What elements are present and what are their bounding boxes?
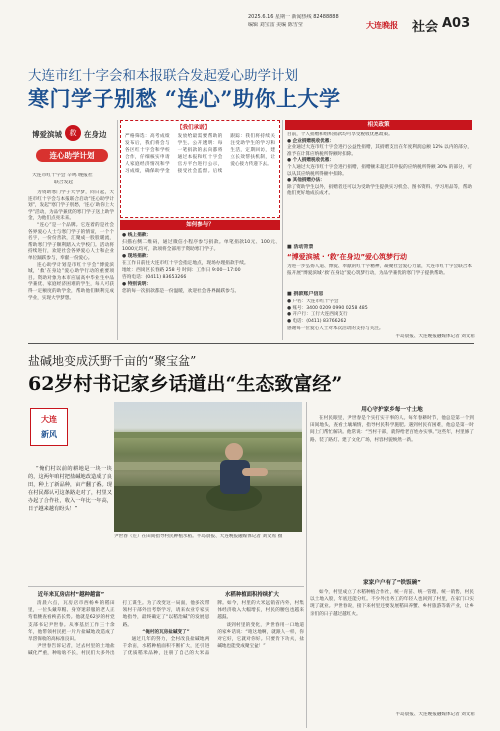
- emblem-text-left: 博爱滨城: [32, 130, 62, 139]
- policy-title-bar: [285, 120, 472, 130]
- howto-item-2: 扫描右侧二维码，通过微信小程序参与捐款。单笔捐款10元、100元、1000元均可，款项将全部用于资助寒门学子。: [122, 240, 280, 252]
- policy-body: [287, 132, 472, 240]
- story2-body-1: 清晨六点，瓦房店市西杨乡的稻田里，一位头戴草帽、身穿迷彩服的老人正弯着腰查看秧苗长势。他就是62岁的村党支部书记尹世春。从事基层工作三十余年，他带领村民把一片片盐碱地改造成了旱涝保收的高标准良田。: [28, 601, 115, 643]
- side-head-1: 用心守护家乡每一寸土地: [361, 407, 423, 413]
- photo-scene: [114, 402, 302, 532]
- story2-body-2: 尹世春告诉记者，过去村里的土地盐碱化严重，种啥啥不长，村民们大多外出打工谋生。为了改变这一局面，他多次带领村干部外出考察学习，请来农业专家实地指导，最终确定了“以稻治碱”的发展思路。: [28, 601, 210, 657]
- newspaper-logo: 大连晚报: [366, 20, 398, 30]
- story1-kicker: 大连市红十字会和本报联合发起爱心助学计划: [28, 68, 298, 84]
- howto-title: 如何参与？: [186, 222, 214, 228]
- story1-byline1: 大连市红十字会 辛鸣 晚报社: [32, 173, 93, 178]
- story2-body-3: 通过几年的努力，全村改良盐碱地两千余亩，水稻种植面积不断扩大，还引进了优质稻米品种，注册了自己的大米品牌。如今，村里的大米远销省内外，村集体经济收入大幅增长，村民的腰包也越来越鼓。: [122, 601, 304, 657]
- story2-signature: 半岛晨报、大连晚报融媒体记者 刘文希: [395, 712, 475, 717]
- announcement-headline: “博爱滨城 · ‘救’在身边”爱心筑梦行动: [287, 253, 408, 261]
- field-photo: [114, 402, 302, 532]
- howto-item-5: 地址：西岗区长春路 258 号 时间：工作日 9:00－17:00: [122, 268, 241, 273]
- story1-body: [28, 190, 114, 338]
- story2-sub3: “俺村的瓦房盐碱变了”: [142, 629, 190, 635]
- emblem-banner: [36, 149, 108, 162]
- side-body-1: 在村民眼里，尹世春是个实打实干事的人。每年春耕时节，他总是第一个到田间地头，查看土壤墒情，指导村民科学施肥。遇到村民有困难，他总是第一时间上门帮忙解决。他常说：“当村干部，就得给老百姓办实事。”这些年，村里修了路、装了路灯、建了文化广场，村容村貌焕然一新。: [310, 416, 474, 443]
- howto-title-bar: [120, 220, 280, 230]
- policy-title: 相关政策: [367, 122, 390, 128]
- story1-signature: 半岛晨报、大连晚报融媒体记者 刘文希: [395, 334, 475, 339]
- story1-byline2: 联合发起: [54, 180, 74, 185]
- sub-head-2: 水稻种植面积持续扩大: [225, 592, 279, 598]
- editor-line: 编辑 刘宝雷 美编 陈雪莹: [248, 22, 303, 28]
- policy-t1: 企业通过大连市红十字会进行公益性捐赠，其捐赠支出在年度利润总额 12% 以内的部分，准予在计算应纳税所得额时扣除。: [287, 145, 472, 157]
- story2-headline: 62岁村书记家乡话道出“生态致富经”: [28, 373, 343, 395]
- side-head-2: 家家户户有了“铁饭碗”: [363, 580, 421, 586]
- section-name: 社会: [412, 20, 439, 35]
- howto-list: [122, 232, 280, 338]
- account-row-4: ● 电话：(0411) 83766262: [287, 318, 347, 324]
- policy-t2: 个人通过大连市红十字会进行捐赠，捐赠额未超过其申报的应纳税所得额 30% 的部分，可以从其应纳税所得额中扣除。: [287, 164, 472, 177]
- emblem-mid-char: 救: [69, 129, 77, 137]
- policy-b2: ● 个人捐赠税收优惠：: [287, 158, 334, 164]
- story1-headline: 寒门学子别愁 “连心”助你上大学: [28, 86, 341, 111]
- emblem-text-right: 在身边: [84, 130, 107, 139]
- red-cross-icon: [65, 125, 81, 141]
- story2-body: [28, 600, 304, 726]
- column-logo-top: 大连: [41, 415, 57, 424]
- policy-t3: 除了资助学生以外，捐赠者还可以为受助学生提供实习机会、图书资料、学习用品等，帮助他们更好地成长成才。: [287, 184, 472, 197]
- column-logo-bottom: 新风: [41, 430, 57, 439]
- account-row-2: ● 账号：3400 0209 0990 0258 485: [287, 305, 368, 311]
- photo-caption: 尹世春（左）在田间指导村民种植水稻。半岛晨报、大连晚报融媒体记者 刘文希 摄: [114, 534, 283, 539]
- howto-item-7: ● 特别说明：: [122, 282, 152, 287]
- story1-para3: 连心助学计划是市红十字会“博爱滨城，‘救’在身边”爱心助学行动的重要项目。资助对象为本市应届高中毕业生中品学兼优、家庭经济困难的学生，每人可获得一定额度的助学金，帮助他们顺利完成学业，实现大学梦想。: [28, 262, 114, 301]
- story1-emblem: [28, 121, 114, 169]
- announcement-label: ■ 活动背景: [287, 244, 314, 250]
- page-number: A03: [442, 16, 471, 31]
- account-row-1: ● 户名：大连市红十字会: [287, 299, 339, 304]
- story2-quote: “俺们村以前的耕地是一块一块的，这两年咱村把盐碱地改造成了良田，种上了新品种，亩产翻了番。现在村民都认可这条路走对了，村里又办起了合作社，收入一年比一年高，日子越来越有盼头！”: [28, 466, 112, 512]
- sub-head-1: 近年来瓦房店村“越种越富”: [37, 592, 105, 598]
- account-tail: 感谢每一位爱心人士对本次活动的支持与关注。: [287, 326, 384, 331]
- promise-body: 严格筛选：高考成绩发布后，我们将会与各区红十字会和学校合作，仔细核实申请人家庭经济情况和学习成绩，确保助学金发放给最需要帮助的学生。公开透明：每一笔捐款的去向都将通过本报和红十字会官方平台进行公示，接受社会监督。后续跟踪：我们将持续关注受助学生的学习和生活，定期回访，建立长效帮扶机制，让爱心接力传递下去。: [125, 134, 275, 174]
- page-header: [0, 0, 500, 44]
- policy-b3: ● 其他捐赠办法：: [287, 178, 325, 184]
- announcement-body: 为进一步弘扬人道、博爱、奉献的红十字精神，凝聚社会爱心力量，大连市红十字会联合本报开展“博爱滨城·‘救’在身边”爱心筑梦行动，为品学兼优的寒门学子提供帮助。: [287, 264, 472, 276]
- story2-kicker: 盐碱地变成沃野千亩的“聚宝盆”: [28, 354, 197, 368]
- promise-box: [120, 120, 280, 218]
- howto-item-6: 咨询电话：(0411) 83653266: [122, 275, 187, 280]
- side-body-2: 如今，村里成立了水稻种植合作社，统一育苗、统一管理、统一销售，村民以土地入股，年底还能分红。不少外出务工的年轻人也回到了村里，在家门口实现了就业。尹世春说，接下来村里还要发展稻田养蟹、乡村旅游等新产业，让乡亲们的日子越过越红火。: [310, 590, 474, 617]
- story1-para2: “连心”是一个品牌。它连着的是社会各界爱心人士与寒门学子的情谊，一个个名字，一份份善款，汇聚成一股股暖流，帮助寒门学子顺利踏入大学校门。活动将持续进行，欢迎社会各界爱心人士和企业单位踊跃参与，奉献一份爱心。: [28, 222, 114, 261]
- emblem-banner-text: 连心助学计划: [49, 151, 95, 160]
- howto-item-4: 在工作日前往大连市红十字会指定地点，现场办理捐款手续。: [122, 261, 249, 266]
- policy-intro: 目前，个人捐赠和组织捐款均可享受税收优惠政策。: [287, 132, 393, 137]
- account-row-3: ● 开户行：工行大连西岗支行: [287, 312, 348, 318]
- howto-item-8: 您的每一次捐款都是一份温暖，欢迎社会各界踊跃参与。: [122, 289, 240, 294]
- howto-item-3: ● 现场捐款：: [122, 254, 152, 259]
- story2-body-4: 谈到村里的变化，尹世春用一口地道的家乡话说：“咱这地啊，就跟人一样，你对它好，它就对你好。只要肯下功夫，盐碱地也能变成聚宝盆！”: [217, 622, 304, 650]
- promise-title: 【我们承诺】: [177, 125, 211, 131]
- story1-para1: 为资助寒门学子大学梦，同日起，大连市红十字会与本报联合启动“连心助学计划”，发起“寒门学子别愁，‘连心’助你上大学”活动，为品学兼优的寒门学子送上助学金，为他们点亮未来。: [28, 190, 114, 222]
- account-label: ■ 捐款账户信息: [287, 291, 324, 297]
- policy-b1: ● 企业捐赠税收优惠：: [287, 138, 334, 144]
- account-info: [287, 299, 472, 329]
- date-line: 2025.6.16 星期一 新闻热线 82488888: [248, 14, 339, 20]
- column-logo: [30, 408, 68, 446]
- howto-item-1: ● 线上捐款：: [122, 233, 152, 238]
